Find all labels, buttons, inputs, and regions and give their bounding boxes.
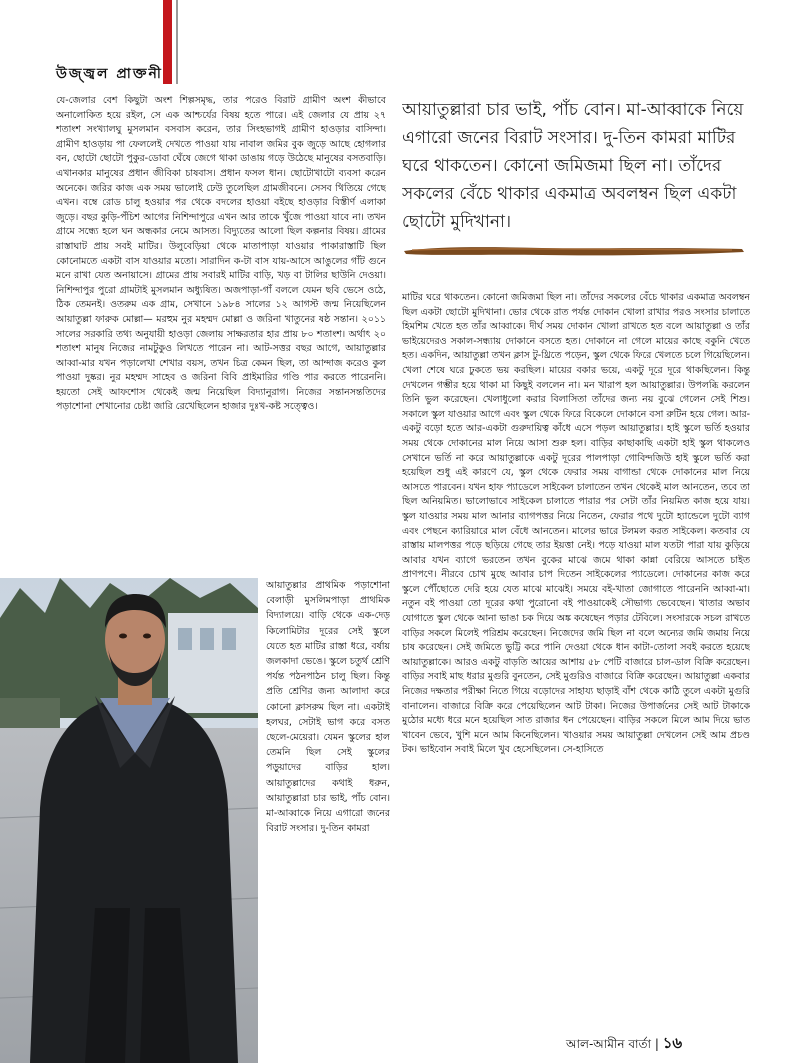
article-column-left <box>56 94 386 564</box>
article-paragraph: যে-জেলার বেশ কিছুটা অংশ শিল্পসমৃদ্ধ, তার পরেও বিরাট গ্রামীণ অংশ কীভাবে অনালোকিত হয়ে রইল, সে এক আশ্চর্যের বিষয় হতে পারে। এই জেলার যে প্রায় ২৭ শতাংশ সংখ্যালঘু মুসলমান বসবাস করেন, তার সিংহভাগই গ্রামীণ হাওড়ার বাসিন্দা। গ্রামীণ হাওড়ায় পা ফেললেই দেখতে পাওয়া যায় নাবাল জমির বুক জুড়ে আছে হোগলার বন, ছোটো ছোটো পুকুর-ডোবা ঘেঁষে জেগে থাকা ডাঙায় গড়ে উঠেছে মানুষের বসতবাড়ি। এখানকার মানুষের প্রধান জীবিকা চাষবাস। প্রধান ফসল ধান। ছোটোখাটো ব্যবসা করেন অনেকে। জরির কাজ এক সময় ভালোই ঢেউ তুলেছিল গ্রামজীবনে। সেসব থিতিয়ে গেছে এখন। বম্বে রোড চালু হওয়ার পর থেকে বদলের হাওয়া বইছে হাওড়ার বিস্তীর্ণ এলাকা জুড়ে। বছর কুড়ি-পঁচিশ আগের নিশিন্দাপুরে এখন আর তাকে খুঁজে পাওয়া যাবে না। তখন গ্রামে সন্ধ্যে হলে ঘন অন্ধকার নেমে আসত। বিদ্যুতের আলো ছিল কল্পনার বিষয়। গ্রামের রাস্তাঘাট প্রায় সবই মাটির। উলুবেড়িয়া থেকে মাতাপাড়া যাওয়ার পাকারাস্তাটি ছিল কোনোমতে একটা বাস যাওয়ার মতো। সারাদিন ক-টা বাস যায়-আসে আঙুলের গাঁট গুনে মনে রাখা যেত অনায়াসে। গ্রামের প্রায় সবারই মাটির বাড়ি, খড় বা টালির ছাউনি দেওয়া। নিশিন্দাপুর পুরো গ্রামটাই মুসলমান অধ্যুষিত। অজপাড়া-গাঁ বললে যেমন ছবি ভেসে ওঠে, ঠিক তেমনই। ওতরুম এক গ্রাম, সেখানে ১৯৮৪ সালের ১২ আগস্ট জন্ম নিয়েছিলেন আয়াতুল্লা ফারুক মোল্লা— মরহুম নুর মহম্মদ মোল্লা ও জরিনা খাতুনের ষষ্ঠ সন্তান। ২০১১ সালের সরকারি তথ্য অনুযায়ী হাওড়া জেলায় সাক্ষরতার হার প্রায় ৮০ শতাংশ। অর্থাৎ ২০ শতাংশ মানুষ নিজের নামটুকুও লিখতে পারেন না। আট-সত্তর বছর আগে, আয়াতুল্লার আব্বা-মার যখন পড়ালেখা শেখার বয়স, তখন চিত্র কেমন ছিল, তা আন্দাজ করেও কুল পাওয়া দুষ্কর। নুর মহম্মদ সাহেব ও জরিনা বিবি প্রাইমারির গণ্ডি পার করতে পারেননি। হয়তো সেই আফশোস থেকেই জন্ম নিয়েছিল বিদ্যানুরাগ। নিজের সন্তানসন্ততিদের পড়াশোনা শেখানোর চেষ্টা জারি রেখেছিলেন হাজার দুঃখ-কষ্ট সত্ত্বেও। <box>56 95 386 413</box>
footer-separator: | <box>654 1037 659 1051</box>
article-paragraph: আয়াতুল্লার প্রাথমিক পড়াশোনা বেলাড়ী মুসলিমপাড়া প্রাথমিক বিদ্যালয়ে। বাড়ি থেকে এক-দেড় কিলোমিটার দূরের সেই স্কুলে যেতে হত মাটির রাস্তা ধরে, বর্ষায় জলকাদা ভেঙে। স্কুলে চতুর্থ শ্রেণি পর্যন্ত পঠনপাঠন চালু ছিল। কিন্তু প্রতি শ্রেণির জন্য আলাদা করে কোনো ক্লাসরুম ছিল না। একটাই হলঘর, সেটাই ভাগ করে বসত ছেলে-মেয়েরা। যেমন স্কুলের হাল তেমনি ছিল সেই স্কুলের পড়ুয়াদের বাড়ির হাল। আয়াতুল্লাদের কথাই ধরুন, আয়াতুল্লারা চার ভাই, পাঁচ বোন। মা-আব্বাকে নিয়ে এগারো জনের বিরাট সংসার। দু-তিন কামরা <box>266 580 390 835</box>
portrait-photo <box>0 578 258 1063</box>
article-column-right <box>402 291 750 1019</box>
header-divider-line <box>176 0 178 84</box>
article-column-bottom-left <box>266 578 390 1018</box>
header-red-bar <box>163 0 172 84</box>
brush-stroke-divider <box>402 244 746 258</box>
section-title: উজ্জ্বল প্রাক্তনী <box>56 66 163 82</box>
pull-quote: আয়াতুল্লারা চার ভাই, পাঁচ বোন। মা-আব্বাকে নিয়ে এগারো জনের বিরাট সংসার। দু-তিন কামরা মাটির ঘরে থাকতেন। কোনো জমিজমা ছিল না। তাঁদের সকলের বেঁচে থাকার একমাত্র অবলম্বন ছিল একটা ছোটো মুদিখানা। <box>402 100 744 232</box>
article-paragraph: মাটির ঘরে থাকতেন। কোনো জমিজমা ছিল না। তাঁদের সকলের বেঁচে থাকার একমাত্র অবলম্বন ছিল একটা ছোটো মুদিখানা। ভোর থেকে রাত পর্যন্ত দোকান খোলা রাখার পরও সংসার চালাতে হিমশিম খেতে হত তাঁর আব্বাকে। দীর্ঘ সময় দোকান খোলা রাখতে হত বলে আয়াতুল্লা ও তাঁর ভাইয়েদেরও সকাল-সন্ধ্যায় দোকানে বসতে হত। দোকানে না গেলে মায়ের কাছে বকুনি খেতে হত। একদিন, আয়াতুল্লা তখন ক্লাস টু-থ্রিতে পড়েন, স্কুল থেকে ফিরে খেলতে চলে গিয়েছিলেন। খেলা শেষে ঘরে ঢুকতে ভয় করছিল। মায়ের বকার ভয়ে, একটু দূরে দূরে থাকছিলেন। কিন্তু দেখলেন গম্ভীর হয়ে থাকা মা কিছুই বললেন না। মন খারাপ হল আয়াতুল্লার। উপলব্ধি করলেন তিনি ভুল করেছেন। খেলাধুলো করার বিলাসিতা তাঁদের জন্য নয় বুঝে গেলেন সেই শিশু। সকালে স্কুল যাওয়ার আগে এবং স্কুল থেকে ফিরে বিকেলে দোকানে বসা রুটিন হয়ে গেল। আর-একটু বড়ো হতে আর-একটা গুরুদায়িত্ব কাঁধে এসে পড়ল আয়াতুল্লার। হাই স্কুলে ভর্তি হওয়ার সময় থেকে দোকানের মাল নিয়ে আসা শুরু হল। বাড়ির কাছাকাছি একটা হাই স্কুল থাকলেও সেখানে ভর্তি না করে আয়াতুল্লাকে একটু দূরের পালপাড়া গোবিন্দজিউ হাই স্কুলে ভর্তি করা হয়েছিল শুধু এই কারণে যে, স্কুল থেকে ফেরার সময় বাগান্ডা থেকে দোকানের মাল নিয়ে আসতে পারবেন। যখন হাফ প্যাডেলে সাইকেল চালাতেন তখন থেকেই মাল আনতেন, তবে তা ছিল অনিয়মিত। ভালোভাবে সাইকেল চালাতে পারার পর সেটা তাঁর নিয়মিত কাজ হয়ে যায়। স্কুল যাওয়ার সময় মাল আনার ব্যাগপত্তর নিয়ে নিতেন, ফেরার পথে দুটো হ্যান্ডেলে দুটো ব্যাগ এবং পেছনে ক্যারিয়ারে মাল বেঁধে আনতেন। মালের ভারে টলমল করত সাইকেল। কতবার যে রাস্তায় মালপত্তর পড়ে ছড়িয়ে গেছে তার ইয়ত্তা নেই। পড়ে যাওয়া মাল যতটা পারা যায় কুড়িয়ে আবার যখন ব্যাগে ভরতেন তখন বুকের মাঝে জমে থাকা কান্না বেরিয়ে আসতে চাইত প্রাণপণে। নীরবে চোখ মুছে আবার চাপ দিতেন সাইকেলের প্যাডেলে। দোকানের কাজ করে স্কুলে পৌঁছোতে দেরি হয়ে যেত মাঝে মাঝেই। সময়ে বই-খাতা জোগাতে পারেননি আব্বা-মা। নতুন বই পাওয়া তো দূরের কথা পুরোনো বই পাওয়াকেই সৌভাগ্য ভেবেছেন। খাতার অভাব যোগাতে স্কুল থেকে আনা ভাঙা চক দিয়ে অঙ্ক কষেছেন পড়ার টেবিলে। সংসারকে সচল রাখতে বাড়ির সকলে মিলেই পরিশ্রম করেছেন। নিজেদের জমি ছিল না বলে অন্যের জমি জমায় নিয়ে চাষ করেছেন। সেই জমিতে ভুট্টি করে পানি দেওয়া থেকে ধান কাটা-তোলা সবই করতে হয়েছে আয়াতুল্লাকে। আরও একটু বাড়তি আয়ের আশায় ৫৮ পেটি বাজারে চাল-ডাল বিক্রি করেছেন। বাড়ির সবাই মাছ ধরার মুগুরি বুনতেন, সেই মুগুরিও বাজারে বিক্রি করেছেন। আয়াতুল্লা একবার নিজের দক্ষতার পরীক্ষা নিতে গিয়ে বড়োদের সাহায্য ছাড়াই বাঁশ থেকে কাঠি তুলে একটা মুগুরি বানালেন। বাজারে বিক্রি করে পেয়েছিলেন আট টাকা। নিজের উপার্জনের সেই আট টাকাকে মুঠোর মধ্যে ধরে মনে হয়েছিল সাত রাজার ধন পেয়েছেন। বাড়ির সকলে মিলে আম দিয়ে ভাত খাবেন ভেবে, খুশি মনে আম কিনেছিলেন। খাওয়ার সময় আয়াতুল্লা দেখলেন সেই আম প্রচণ্ড টক। ভাইবোন সবাই মিলে খুব হেসেছিলেন। সে-হাসিতে <box>402 292 750 756</box>
portrait-illustration <box>0 578 258 1063</box>
page-number: ১৬ <box>662 1034 683 1052</box>
page-footer <box>566 1032 682 1057</box>
magazine-name: আল-আমীন বার্তা <box>566 1037 651 1051</box>
